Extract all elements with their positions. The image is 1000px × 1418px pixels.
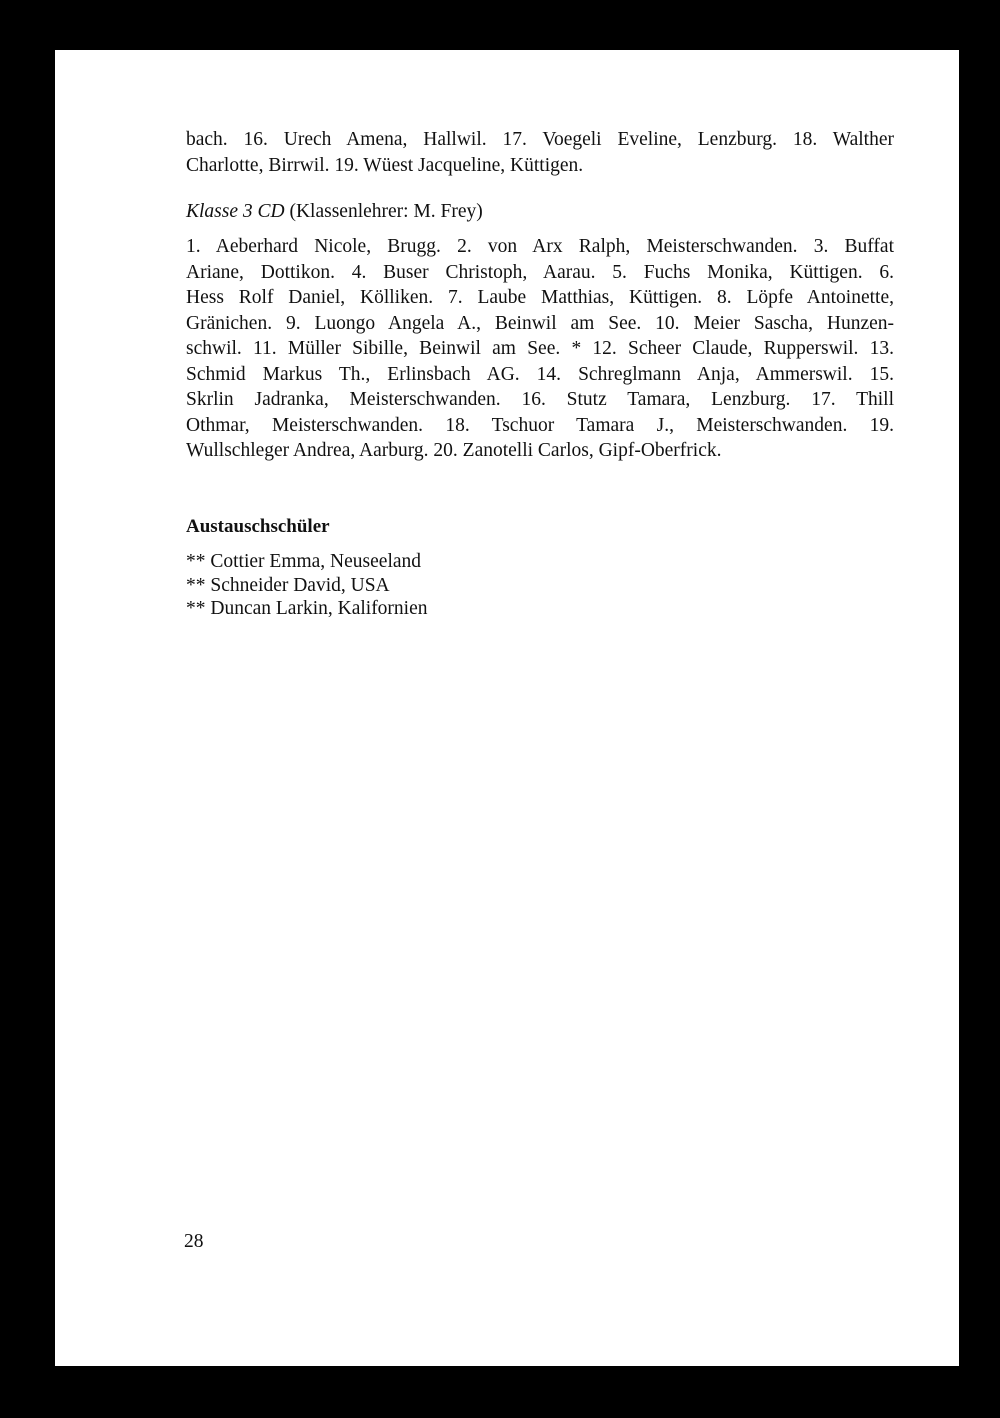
class-teacher: (Klassenlehrer: M. Frey) — [289, 201, 483, 222]
student-line: Gränichen. 9. Luongo Angela A., Beinwil am See. 10. Meier Sascha, Hunzen- — [186, 312, 894, 334]
exchange-section — [186, 550, 894, 621]
list-item: ** Duncan Larkin, Kalifornien — [186, 598, 428, 619]
student-line: Ariane, Dottikon. 4. Buser Christoph, Aarau. 5. Fuchs Monika, Küttigen. 6. — [186, 261, 894, 283]
student-line: schwil. 11. Müller Sibille, Beinwil am See. * 12. Scheer Claude, Rupperswil. 13. — [186, 338, 894, 359]
class-title: Klasse 3 CD — [186, 201, 285, 222]
list-item: ** Schneider David, USA — [186, 574, 390, 596]
student-line: Skrlin Jadranka, Meisterschwanden. 16. Stutz Tamara, Lenzburg. 17. Thill — [186, 389, 894, 410]
document-page — [55, 50, 959, 1366]
student-line: Wullschleger Andrea, Aarburg. 20. Zanotelli Carlos, Gipf-Oberfrick. — [186, 440, 722, 461]
intro-line: bach. 16. Urech Amena, Hallwil. 17. Voegeli Eveline, Lenzburg. 18. Walther — [186, 129, 894, 150]
exchange-heading: Austauschschüler — [186, 516, 330, 537]
exchange-list — [186, 550, 894, 621]
class-heading — [186, 199, 894, 224]
student-line: 1. Aeberhard Nicole, Brugg. 2. von Arx Ralph, Meisterschwanden. 3. Buffat — [186, 236, 894, 257]
page-number: 28 — [184, 1231, 204, 1252]
intro-paragraph — [186, 127, 894, 178]
student-line: Hess Rolf Daniel, Kölliken. 7. Laube Matthias, Küttigen. 8. Löpfe Antoinette, — [186, 287, 894, 308]
list-item: ** Cottier Emma, Neuseeland — [186, 551, 422, 572]
student-line: Schmid Markus Th., Erlinsbach AG. 14. Schreglmann Anja, Ammerswil. 15. — [186, 363, 894, 385]
student-line: Othmar, Meisterschwanden. 18. Tschuor Tamara J., Meisterschwanden. 19. — [186, 414, 894, 436]
intro-line: Charlotte, Birrwil. 19. Wüest Jacqueline, Küttigen. — [186, 154, 584, 176]
student-list-paragraph — [186, 234, 894, 464]
